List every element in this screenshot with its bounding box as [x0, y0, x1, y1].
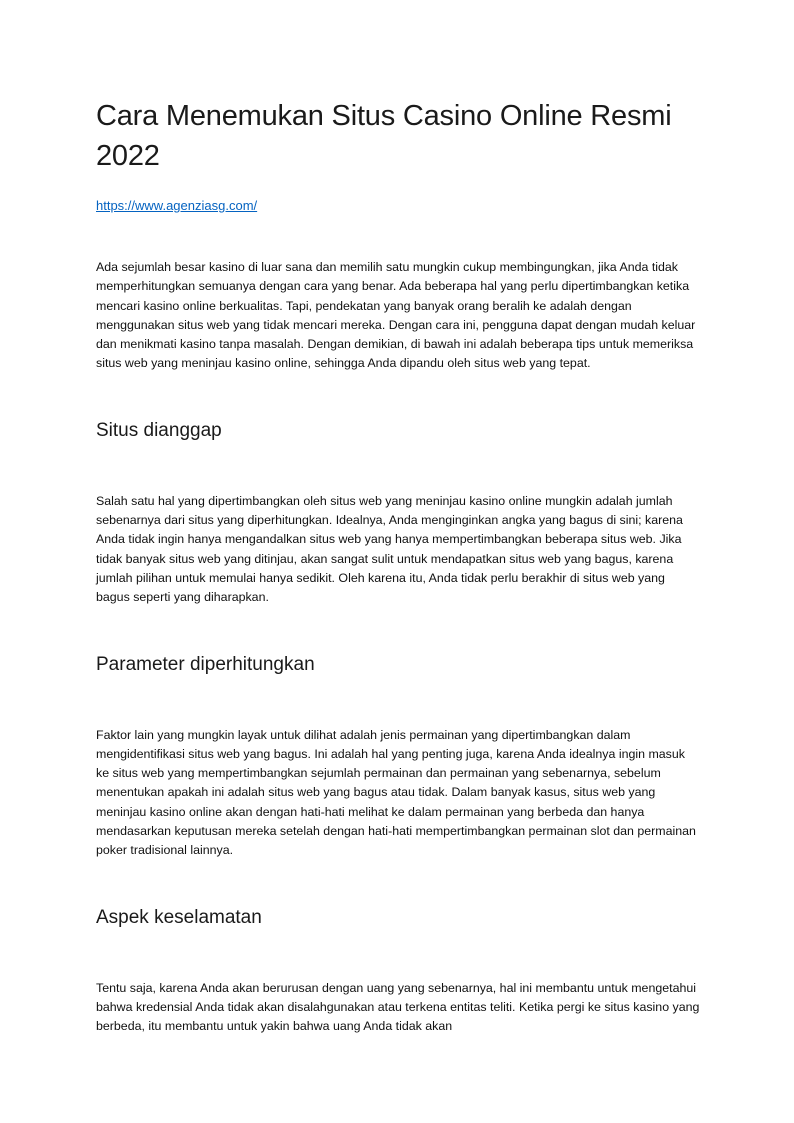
document-page — [96, 96, 701, 1037]
section-heading-aspek-keselamatan: Aspek keselamatan — [96, 906, 262, 928]
section-body-aspek-keselamatan: Tentu saja, karena Anda akan berurusan dengan uang yang sebenarnya, hal ini membantu untuk mengetahui bahwa kredensial Anda tidak akan disalahgunakan atau terkena entitas teliti. Ketika pergi ke situs kasino yang berbeda, itu membantu untuk yakin bahwa uang Anda tidak akan — [96, 980, 700, 1034]
source-link[interactable]: https://www.agenziasg.com/ — [96, 198, 258, 213]
section-heading-parameter: Parameter diperhitungkan — [96, 653, 315, 675]
intro-paragraph: Ada sejumlah besar kasino di luar sana dan memilih satu mungkin cukup membingungkan, jika Anda tidak memperhitungkan semuanya dengan cara yang benar. Ada beberapa hal yang perlu dipertimbangkan ketika mencari kasino online berkualitas. Tapi, pendekatan yang banyak orang beralih ke adalah dengan menggunakan situs web yang tidak mencari mereka. Dengan cara ini, pengguna dapat dengan mudah keluar dan menikmati kasino tanpa masalah. Dengan demikian, di bawah ini adalah beberapa tips untuk memeriksa situs web yang meninjau kasino online, sehingga Anda dipandu oleh situs web yang tepat. — [96, 260, 696, 371]
section-heading-situs-dianggap: Situs dianggap — [96, 419, 222, 441]
section-body-parameter: Faktor lain yang mungkin layak untuk dilihat adalah jenis permainan yang dipertimbangkan dalam mengidentifikasi situs web yang bagus. Ini adalah hal yang penting juga, karena Anda idealnya ingin masuk ke situs web yang mempertimbangkan sejumlah permainan dan permainan yang sebenarnya, sebelum menentukan apakah ini adalah situs web yang bagus atau tidak. Dalam banyak kasus, situs web yang meninjau kasino online akan dengan hati-hati melihat ke dalam permainan yang berbeda dan hanya mendasarkan keputusan mereka setelah dengan hati-hati mempertimbangkan permainan slot dan permainan poker tradisional lainnya. — [96, 727, 696, 858]
section-body-situs-dianggap: Salah satu hal yang dipertimbangkan oleh situs web yang meninjau kasino online mungkin adalah jumlah sebenarnya dari situs yang diperhitungkan. Idealnya, Anda menginginkan angka yang bagus di sini; karena Anda tidak ingin hanya mengandalkan situs web yang hanya mempertimbangkan beberapa situs web. Jika tidak banyak situs web yang ditinjau, akan sangat sulit untuk mendapatkan situs web yang bagus, karena jumlah pilihan untuk memulai hanya sedikit. Oleh karena itu, Anda tidak perlu berakhir di situs web yang bagus seperti yang diharapkan. — [96, 493, 683, 605]
page-title: Cara Menemukan Situs Casino Online Resmi 2022 — [96, 100, 672, 172]
